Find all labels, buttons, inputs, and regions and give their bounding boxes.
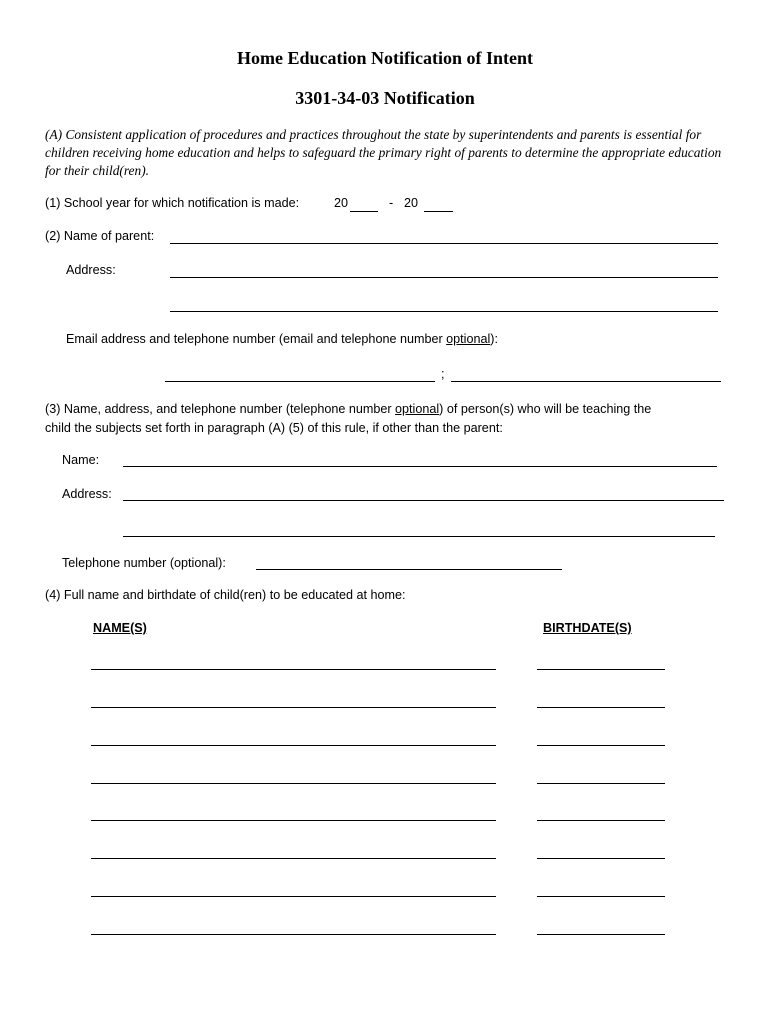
parent-contact-label: Email address and telephone number (email and telephone number optional): (66, 332, 498, 346)
child-birthdate-field[interactable] (537, 858, 665, 859)
child-birthdate-field[interactable] (537, 745, 665, 746)
birthdates-column-header: BIRTHDATE(S) (543, 621, 632, 635)
child-name-field[interactable] (91, 707, 496, 708)
school-year-end-prefix: 20 (404, 196, 419, 210)
child-name-field[interactable] (91, 745, 496, 746)
child-birthdate-field[interactable] (537, 707, 665, 708)
child-name-field[interactable] (91, 858, 496, 859)
child-birthdate-field[interactable] (537, 896, 665, 897)
form-title: Home Education Notification of Intent (237, 48, 533, 68)
parent-name-field[interactable] (170, 243, 718, 244)
form-subtitle: 3301-34-03 Notification (295, 88, 475, 108)
teacher-info-label-line2: child the subjects set forth in paragraph (A) (5) of this rule, if other than the parent: (45, 421, 503, 435)
child-birthdate-field[interactable] (537, 934, 665, 935)
teacher-info-label: (3) Name, address, and telephone number (telephone number optional) of person(s) who will be teaching the (45, 402, 652, 416)
teacher-phone-label: Telephone number (optional): (62, 556, 226, 570)
parent-name-label: (2) Name of parent: (45, 229, 155, 243)
school-year-start-prefix: 20 (334, 196, 349, 210)
school-year-start-field[interactable] (350, 211, 378, 212)
child-birthdate-field[interactable] (537, 820, 665, 821)
child-birthdate-field[interactable] (537, 669, 665, 670)
parent-address-field-line1[interactable] (170, 277, 718, 278)
intro-paragraph: (A) Consistent application of procedures and practices throughout the state by superintendents and parents is essential for children receiving home education and helps to safeguard the primary right of parents to determine the appropriate education for their child(ren). (45, 127, 722, 178)
teacher-name-label: Name: (62, 453, 100, 467)
child-name-field[interactable] (91, 934, 496, 935)
school-year-label: (1) School year for which notification is made: (45, 196, 300, 210)
teacher-phone-field[interactable] (256, 569, 562, 570)
parent-address-label: Address: (66, 263, 116, 277)
parent-email-field[interactable] (165, 381, 435, 382)
child-birthdate-field[interactable] (537, 783, 665, 784)
child-name-field[interactable] (91, 896, 496, 897)
child-name-field[interactable] (91, 669, 496, 670)
contact-separator: ; (441, 367, 445, 381)
names-column-header: NAME(S) (93, 621, 147, 635)
teacher-name-field[interactable] (123, 466, 717, 467)
teacher-address-label: Address: (62, 487, 112, 501)
child-name-field[interactable] (91, 783, 496, 784)
school-year-end-field[interactable] (424, 211, 453, 212)
parent-address-field-line2[interactable] (170, 311, 718, 312)
school-year-dash: - (389, 196, 394, 210)
child-name-field[interactable] (91, 820, 496, 821)
teacher-address-field-line1[interactable] (123, 500, 724, 501)
teacher-address-field-line2[interactable] (123, 536, 715, 537)
children-label: (4) Full name and birthdate of child(ren) to be educated at home: (45, 588, 406, 602)
parent-phone-field[interactable] (451, 381, 721, 382)
